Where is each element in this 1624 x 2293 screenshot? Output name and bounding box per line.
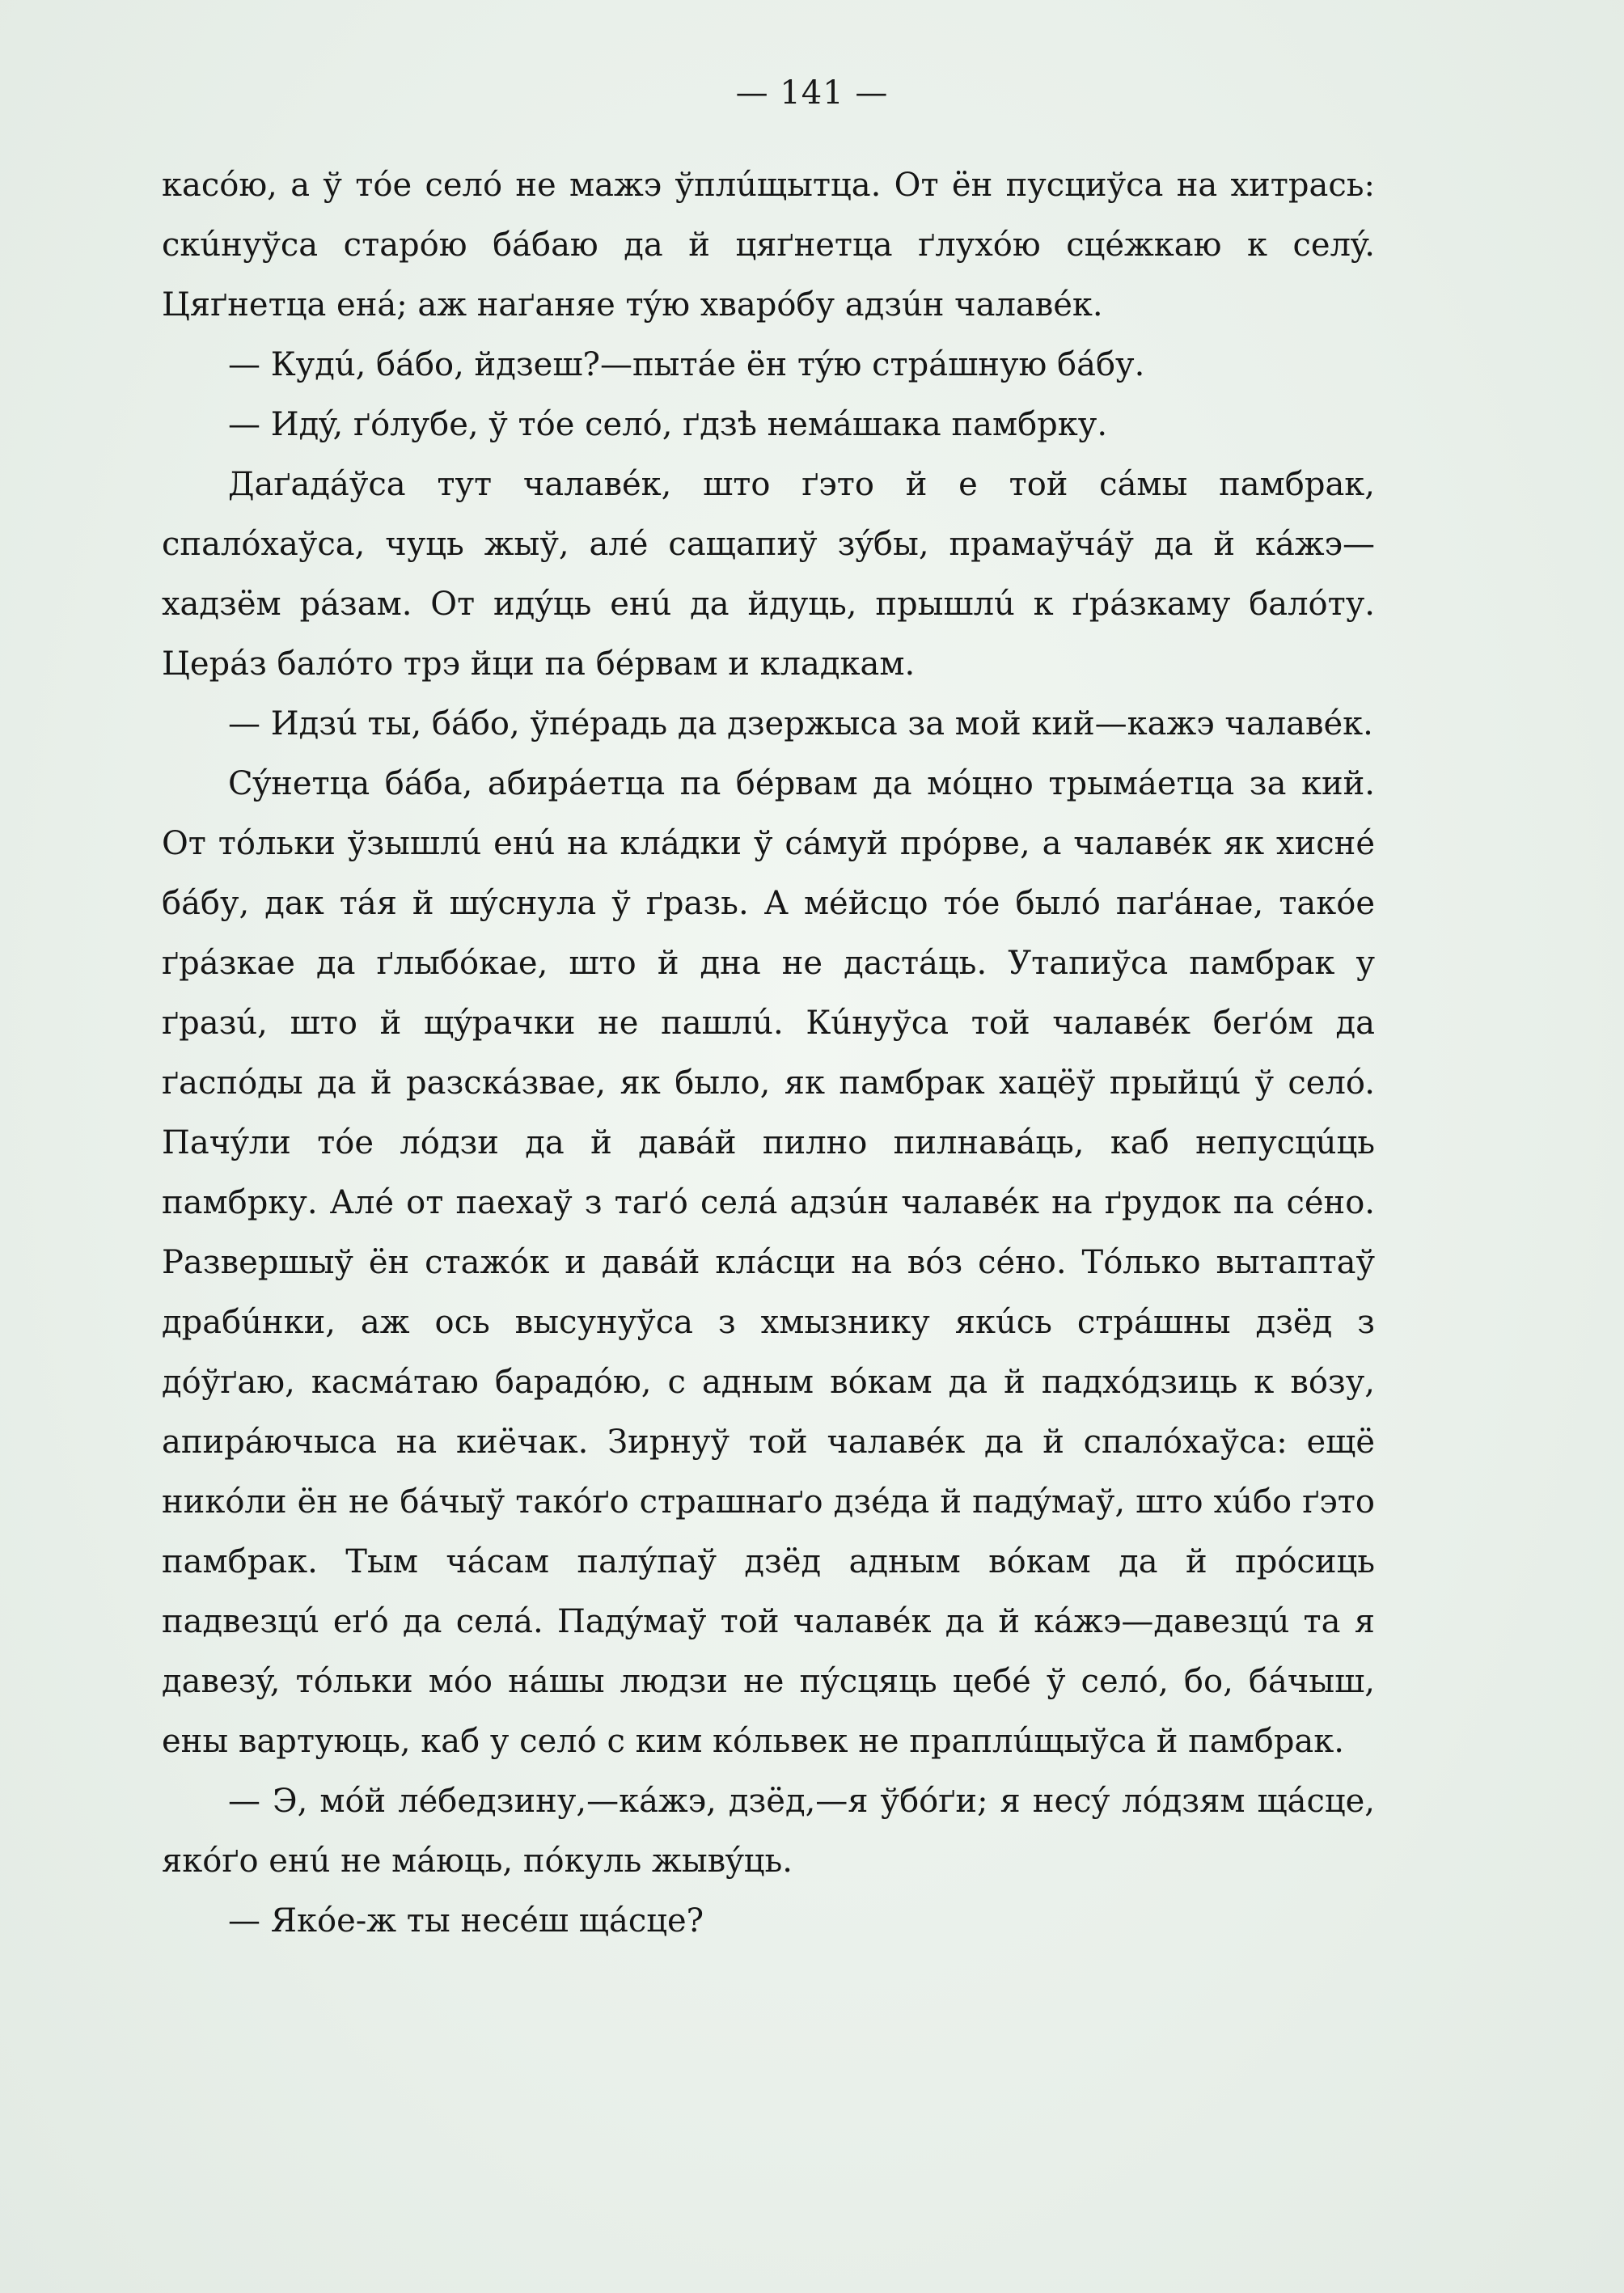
dialog-line-answer: — Идý, ґóлубе, ў тóе селó, ґдзѣ немáшака памбрку. (228, 406, 1108, 443)
dialog-line-reply: — Э, мóй лéбедзину,—кáжэ, дзёд,—я ўбóґи; я несý лóдзям щáсце, якóґо енú не мáюць, пóкуль жывýць. (162, 1783, 1375, 1880)
body-text (162, 155, 1375, 1951)
paragraph-narrative-long: Сýнетца бáба, абирáетца па бéрвам да мóцно трымáетца за кий. От тóльки ўзышлú енú на клáдки ў сáмуй прóрве, а чалаве́к як хиснé бáбу, дак тáя й шýснула ў ґразь. А мéйсцо тóе былó паґáнае, такóе ґрáзкае да ґлыбóкае, што й дна не дастáць. Утапиўса памбрак у ґразú, што й щýрачки не пашлú. Кúнуўса той чалаве́к беґóм да ґаспóды да й разскáзвае, як было, як памбрак хацёў прыйцú ў селó. Пачýли тóе лóдзи да й давáй пилно пилнавáць, каб непусцúць памбрку. Алé от паехаў з таґó селá адзúн чалаве́к на ґрудок па сéно. Развершыў ён стажóк и давáй клáсци на вóз сéно. Тóлько вытаптаў драбúнки, аж ось высунуўса з хмызнику якúсь стрáшны дзёд з дóўґаю, касмáтаю барадóю, с адным вóкам да й падхóдзиць к вóзу, апирáючыса на киёчак. Зирнуў той чалаве́к да й спалóхаўса: ещё никóли ён не бáчыў такóґо страшнаґо дзéда й падýмаў, што хúбо ґэто памбрак. Тым чáсам палýпаў дзёд адным вóкам да й прóсиць падвезцú еґó да селá. Падýмаў той чалаве́к да й кáжэ—давезцú та я давезý, тóльки мóо нáшы людзи не пýсцяць цебé ў селó, бо, бáчыш, ены вартуюць, каб у селó с ким кóльвек не праплúщыўса й памбрак. (162, 765, 1375, 1760)
dialog-line-question: — Кудú, бáбо, йдзеш?—пытáе ён тýю стрáшную бáбу. (228, 346, 1145, 383)
dialog-line-command: — Идзú ты, бáбо, ўпéрадь да дзержыса за мой кий—кажэ чалаве́к. (228, 705, 1373, 742)
paragraph-narrative: Даґадáўса тут чалаве́к, што ґэто й е той сáмы памбрак, спалóхаўса, чуць жыў, алé сащапиў зýбы, прамаўчáў да й кáжэ—хадзём рáзам. От идýць енú да йдуць, прышлú к ґрáзкаму балóту. Церáз балóто трэ йци па бéрвам и кладкам. (162, 466, 1375, 683)
dialog-line-final: — Якóе-ж ты несéш щáсце? (228, 1902, 704, 1940)
page-number: — 141 — (735, 74, 889, 112)
paragraph-continuation: касóю, а ў тóе селó не мажэ ўплúщытца. От ён пусциўса на хитрась: скúнуўса старóю бáбаю да й цяґнетца ґлухóю сцéжкаю к селý. Цяґнетца енá; аж наґаняе тýю хварóбу адзúн чалаве́к. (162, 167, 1375, 324)
